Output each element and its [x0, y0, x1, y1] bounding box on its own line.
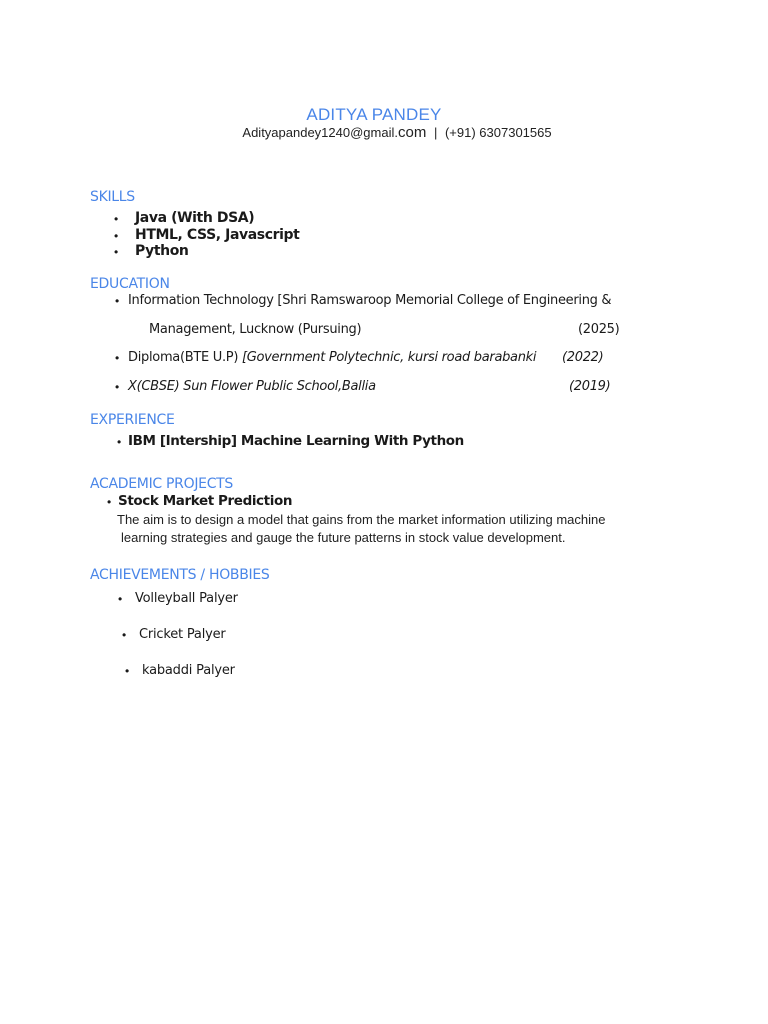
email-text: Adityapandey1240@gmail.com	[242, 124, 427, 141]
education-year: (2022)	[562, 350, 604, 365]
bullet-icon: •	[125, 664, 130, 678]
contact-separator: |	[433, 125, 438, 140]
bullet-icon: •	[115, 294, 120, 308]
contact-line	[0, 124, 768, 141]
hobby-item: Volleyball Palyer	[135, 591, 238, 606]
project-description-line2: learning strategies and gauge the future patterns in stock value development.	[121, 530, 566, 545]
project-name: Stock Market Prediction	[118, 493, 293, 509]
bullet-icon: •	[115, 351, 120, 365]
bullet-icon: •	[114, 212, 119, 226]
bullet-icon: •	[115, 380, 120, 394]
bullet-icon: •	[122, 628, 127, 642]
skill-item: HTML, CSS, Javascript	[135, 227, 300, 243]
experience-heading: EXPERIENCE	[90, 412, 175, 428]
education-year: (2019)	[569, 379, 611, 394]
education-item: X(CBSE) Sun Flower Public School,Ballia	[128, 379, 376, 394]
education-heading: EDUCATION	[90, 276, 170, 292]
skill-item: Java (With DSA)	[135, 210, 255, 226]
bullet-icon: •	[118, 592, 123, 606]
skill-item: Python	[135, 243, 189, 259]
achievements-heading: ACHIEVEMENTS / HOBBIES	[90, 567, 270, 583]
bullet-icon: •	[107, 495, 112, 509]
project-description-line1: The aim is to design a model that gains from the market information utilizing machine	[117, 512, 606, 527]
bullet-icon: •	[114, 245, 119, 259]
hobby-item: Cricket Palyer	[139, 627, 226, 642]
education-year: (2025)	[578, 322, 620, 337]
bullet-icon: •	[117, 435, 122, 449]
candidate-name: ADITYA PANDEY	[306, 105, 442, 124]
education-item: Diploma(BTE U.P) [Government Polytechnic, kursi road barabanki	[128, 350, 537, 365]
bullet-icon: •	[114, 229, 119, 243]
experience-item: IBM [Intership] Machine Learning With Python	[128, 433, 464, 449]
phone-text: (+91) 6307301565	[444, 125, 552, 140]
projects-heading: ACADEMIC PROJECTS	[90, 476, 234, 492]
education-item-line1: Information Technology [Shri Ramswaroop Memorial College of Engineering &	[128, 293, 612, 308]
education-item-line2: Management, Lucknow (Pursuing)	[149, 322, 362, 337]
skills-heading: SKILLS	[90, 189, 135, 205]
hobby-item: kabaddi Palyer	[142, 663, 235, 678]
